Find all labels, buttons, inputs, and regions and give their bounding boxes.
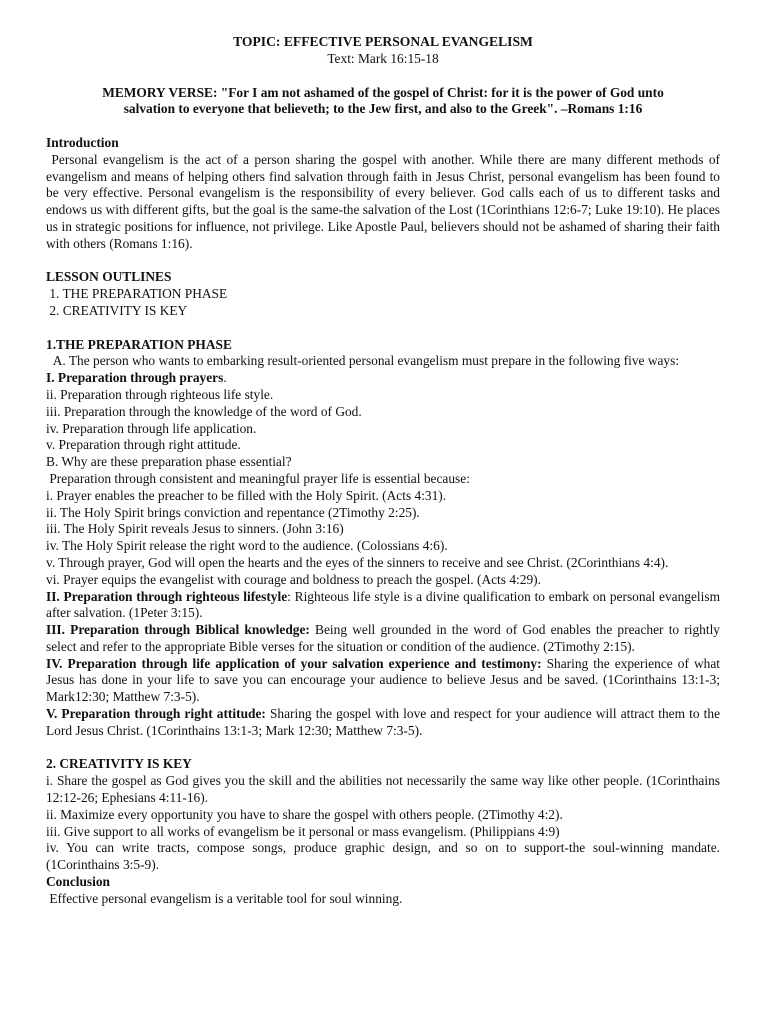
paragraph-label: II. Preparation through righteous lifestyle [46,588,288,604]
document-title: TOPIC: EFFECTIVE PERSONAL EVANGELISM [233,34,533,49]
preparation-line: iii. Preparation through the knowledge of the word of God. [46,403,362,419]
preparation-line: iii. The Holy Spirit reveals Jesus to sinners. (John 3:16) [46,521,344,537]
preparation-line: Preparation through consistent and meaningful prayer life is essential because: [46,470,470,486]
preparation-line: iv. The Holy Spirit release the right word to the audience. (Colossians 4:6). [46,538,448,554]
paragraph-text: Being well grounded in the word of God enables the preacher to rightly select and refer to the appropriate Bible verses for the situation or condition of the audience. (2Timothy 2:15). [46,622,720,654]
creativity-item: iv. You can write tracts, compose songs, produce graphic design, and so on to support-the soul-winning mandate. (1Corinthains 3:5-9). [46,840,720,873]
paragraph-label: V. Preparation through right attitude: [46,706,266,722]
preparation-line: ii. Preparation through righteous life style. [46,386,274,402]
way-text: . [223,370,227,386]
way-label: I. Preparation through prayers [46,370,224,386]
preparation-line: B. Why are these preparation phase essential? [46,454,292,470]
outlines-heading: LESSON OUTLINES [46,269,172,285]
document-page [46,34,724,908]
preparation-line: v. Through prayer, God will open the hearts and the eyes of the sinners to receive and see Christ. (2Corinthians 4:4). [46,554,669,570]
preparation-line: i. Prayer enables the preacher to be filled with the Holy Spirit. (Acts 4:31). [46,487,447,503]
preparation-heading: 1.THE PREPARATION PHASE [46,336,232,352]
creativity-item: ii. Maximize every opportunity you have to share the gospel with others people. (2Timothy 4:2). [46,806,563,822]
introduction-body: Personal evangelism is the act of a person sharing the gospel with another. While there are many different methods of evangelism and means of helping others find salvation through faith in Jesus Christ, personal evangelism has been found to be very effective. Personal evangelism is the responsibility of every believer. God calls each of us to different tasks and endows us with different gifts, but the goal is the same-the salvation of the Lost (1Corinthians 12:6-7; Luke 19:10). He places us in strategic positions for influence, not privilege. Like Apostle Paul, believers should not be ashamed of sharing their faith with others (Romans 1:16). [46,151,724,251]
preparation-paragraph [46,656,720,706]
paragraph-text: : Righteous life style is a divine qualification to embark on personal evangelism after salvation. (1Peter 3:15). [46,588,720,621]
creativity-item: iii. Give support to all works of evangelism be it personal or mass evangelism. (Philippians 4:9) [46,823,560,839]
conclusion-body: Effective personal evangelism is a veritable tool for soul winning. [46,890,403,906]
paragraph-label: IV. Preparation through life application of your salvation experience and testimony: [46,655,542,671]
paragraph-text: Sharing the gospel with love and respect for your audience will attract them to the Lord Jesus Christ. (1Corinthains 13:1-3; Mark 12:30; Matthew 7:3-5). [46,706,721,738]
preparation-way [46,370,720,387]
preparation-paragraph [46,589,720,623]
memory-verse-line: MEMORY VERSE: "For I am not ashamed of the gospel of Christ: for it is the power of God unto [102,84,664,100]
creativity-item: i. Share the gospel as God gives you the skill and the abilities not necessarily the same way like other people. (1Corinthains 12:12-26; Ephesians 4:11-16). [46,773,720,806]
outline-item: 2. CREATIVITY IS KEY [46,302,188,318]
memory-verse-line: salvation to everyone that believeth; to the Jew first, and also to the Greek". –Romans 1:16 [123,101,643,117]
preparation-line: v. Preparation through right attitude. [46,437,241,453]
preparation-line: vi. Prayer equips the evangelist with courage and boldness to preach the gospel. (Acts 4:29). [46,571,541,587]
preparation-paragraph [46,706,720,740]
text-reference: Text: Mark 16:15-18 [327,50,439,66]
preparation-paragraph [46,622,720,656]
paragraph-label: III. Preparation through Biblical knowledge: [46,622,310,638]
creativity-heading: 2. CREATIVITY IS KEY [46,756,192,772]
introduction-heading: Introduction [46,134,119,150]
paragraph-text: Sharing the experience of what Jesus has done in your life to save you can encourage your audience to believe Jesus and be saved. (1Corinthains 13:1-3; Mark12:30; Matthew 7:3-5). [46,655,720,705]
preparation-line: iv. Preparation through life application. [46,420,257,436]
preparation-line: ii. The Holy Spirit brings conviction and repentance (2Timothy 2:25). [46,504,420,520]
preparation-intro: A. The person who wants to embarking result-oriented personal evangelism must prepare in the following five ways: [46,353,680,369]
outline-item: 1. THE PREPARATION PHASE [46,286,228,302]
conclusion-heading: Conclusion [46,874,110,890]
memory-verse [46,85,720,119]
